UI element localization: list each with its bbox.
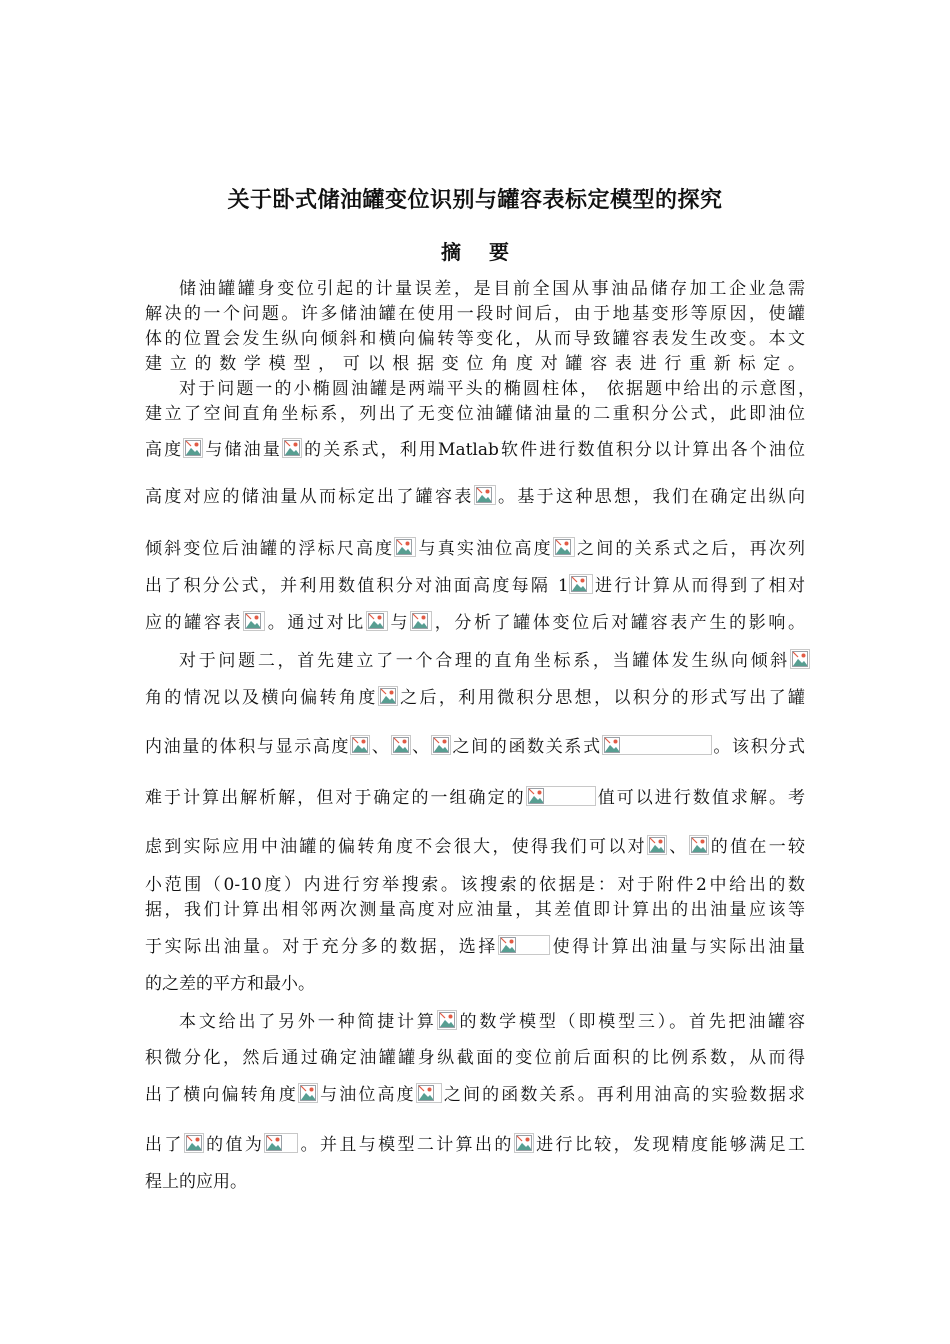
formula-image-placeholder (410, 611, 432, 631)
formula-image-placeholder (366, 611, 388, 631)
broken-image-icon (439, 1012, 455, 1028)
abstract-text-run: 进行计算从而得到了相对 (592, 576, 806, 596)
abstract-text-run: 积微分化，然后通过确定油罐罐身纵截面的变位前后面积的比例系数，从而得 (145, 1048, 805, 1068)
broken-image-icon (396, 539, 412, 555)
formula-image-placeholder (282, 438, 302, 458)
formula-image-placeholder (553, 537, 575, 557)
abstract-text-run: 出了积分公式，并利用数值积分对油面高度每隔 1 (145, 576, 569, 596)
broken-image-icon (300, 1085, 316, 1101)
formula-image-placeholder (569, 574, 593, 594)
formula-image-placeholder (474, 485, 496, 505)
formula-image-placeholder (437, 1010, 457, 1030)
abstract-line (145, 485, 805, 509)
abstract-text-run: 应的罐容表 (145, 613, 244, 633)
abstract-text-run: 、 (410, 737, 431, 757)
abstract-heading (0, 236, 950, 265)
abstract-text-run: 本文给出了另外一种简捷计算 (179, 1012, 437, 1032)
abstract-text-run: 。该积分式 (711, 737, 806, 757)
abstract-line (145, 537, 805, 561)
formula-image-placeholder (298, 1083, 318, 1103)
abstract-line (145, 438, 805, 462)
abstract-text-run: 之间的函数关系。再利用油高的实验数据求 (441, 1085, 806, 1105)
abstract-text-run: 小范围（0-10度）内进行穷举搜索。该搜索的依据是：对于附件2中给出的数 (145, 875, 805, 895)
abstract-line (145, 735, 805, 759)
abstract-text-run: 高度对应的储油量从而标定出了罐容表 (145, 487, 474, 507)
broken-image-icon (245, 613, 261, 629)
broken-image-icon (691, 837, 707, 853)
abstract-text-run: 的关系式，利用Matlab软件进行数值积分以计算出各个油位 (301, 440, 806, 460)
abstract-text-run: 与储油量 (203, 440, 282, 460)
formula-image-placeholder (602, 735, 712, 755)
abstract-text-run: 对于问题一的小椭圆油罐是两端平头的椭圆柱体， 依据题中给出的示意图， (179, 379, 815, 399)
abstract-text-run: 建立了空间直角坐标系，列出了无变位油罐储油量的二重积分公式，此即油位 (145, 404, 805, 424)
abstract-text-run: 的之差的平方和最小。 (145, 974, 315, 994)
abstract-text-run: 、 (666, 837, 689, 857)
broken-image-icon (500, 937, 516, 953)
abstract-text-run: 建立的数学模型，可以根据变位角度对罐容表进行重新标定。 (145, 354, 805, 374)
broken-image-icon (185, 440, 201, 456)
formula-image-placeholder (391, 735, 411, 755)
abstract-text-run: 程上的应用。 (145, 1172, 247, 1192)
abstract-text-run: 的数学模型（即模型三）。首先把油罐容 (456, 1012, 806, 1032)
abstract-line (145, 786, 805, 810)
formula-image-placeholder (378, 686, 398, 706)
abstract-line (145, 935, 805, 959)
abstract-text-run: 高度 (145, 440, 184, 460)
formula-image-placeholder (526, 786, 596, 806)
abstract-line (145, 686, 805, 710)
document-title: 关于卧式储油罐变位识别与罐容表标定模型的探究 (227, 188, 723, 213)
abstract-text-run: 储油罐罐身变位引起的计量误差，是目前全国从事油品储存加工企业急需 (179, 279, 805, 299)
abstract-text-run: 据，我们计算出相邻两次测量高度对应油量，其差值即计算出的出油量应该等 (145, 900, 805, 920)
formula-image-placeholder (264, 1133, 298, 1153)
broken-image-icon (528, 788, 544, 804)
abstract-line (145, 649, 810, 673)
formula-image-placeholder (394, 537, 416, 557)
broken-image-icon (284, 440, 300, 456)
abstract-line (145, 402, 805, 426)
formula-image-placeholder (790, 649, 810, 669)
formula-image-placeholder (498, 935, 550, 955)
abstract-line (145, 1010, 805, 1034)
abstract-line (145, 352, 805, 376)
broken-image-icon (186, 1135, 202, 1151)
broken-image-icon (604, 737, 620, 753)
abstract-text-run: 与油位高度 (317, 1085, 416, 1105)
abstract-text-run: 内油量的体积与显示高度 (145, 737, 351, 757)
broken-image-icon (412, 613, 428, 629)
abstract-heading-char: 摘 (441, 240, 461, 264)
abstract-text-run: 与 (387, 613, 411, 633)
formula-image-placeholder (183, 438, 203, 458)
abstract-text-run: 出了横向偏转角度 (145, 1085, 298, 1105)
abstract-text-run: 。通过对比 (265, 613, 366, 633)
abstract-text-run: 、 (370, 737, 391, 757)
broken-image-icon (352, 737, 368, 753)
abstract-text-run: 体的位置会发生纵向倾斜和横向偏转等变化，从而导致罐容表发生改变。本文 (145, 329, 805, 349)
abstract-line (145, 611, 805, 635)
abstract-line (145, 277, 805, 301)
broken-image-icon (266, 1135, 282, 1151)
abstract-text-run: ，分析了罐体变位后对罐容表产生的影响。 (432, 613, 805, 633)
broken-image-icon (792, 651, 808, 667)
abstract-text-run: 之间的关系式之后，再次列 (574, 539, 806, 559)
abstract-heading-char: 要 (489, 240, 509, 264)
abstract-text-run: 解决的一个问题。许多储油罐在使用一段时间后，由于地基变形等原因，使罐 (145, 304, 805, 324)
abstract-text-run: 的值为 (203, 1135, 265, 1155)
abstract-text-run: 与真实油位高度 (416, 539, 553, 559)
formula-image-placeholder (350, 735, 370, 755)
abstract-text-run: 对于问题二，首先建立了一个合理的直角坐标系，当罐体发生纵向倾斜 (179, 651, 790, 671)
broken-image-icon (516, 1135, 532, 1151)
broken-image-icon (380, 688, 396, 704)
formula-image-placeholder (243, 611, 265, 631)
broken-image-icon (418, 1085, 434, 1101)
abstract-line (145, 835, 805, 859)
abstract-text-run: 。基于这种思想，我们在确定出纵向 (495, 487, 806, 507)
abstract-text-run: 值可以进行数值求解。考 (595, 788, 806, 808)
abstract-line (145, 1046, 805, 1070)
abstract-text-run: 于实际出油量。对于充分多的数据，选择 (145, 937, 499, 957)
formula-image-placeholder (647, 835, 667, 855)
abstract-line (145, 1133, 805, 1157)
abstract-line (145, 898, 805, 922)
formula-image-placeholder (431, 735, 451, 755)
formula-image-placeholder (184, 1133, 204, 1153)
abstract-line (145, 873, 805, 897)
abstract-line (145, 327, 805, 351)
abstract-text-run: 之间的函数关系式 (450, 737, 602, 757)
abstract-line (145, 574, 805, 598)
broken-image-icon (368, 613, 384, 629)
abstract-line (145, 1083, 805, 1107)
broken-image-icon (393, 737, 409, 753)
abstract-line (145, 972, 315, 996)
formula-image-placeholder (416, 1083, 442, 1103)
abstract-text-run: 出了 (145, 1135, 184, 1155)
formula-image-placeholder (689, 835, 709, 855)
broken-image-icon (555, 539, 571, 555)
broken-image-icon (476, 487, 492, 503)
abstract-text-run: 。并且与模型二计算出的 (298, 1135, 514, 1155)
abstract-text-run: 倾斜变位后油罐的浮标尺高度 (145, 539, 395, 559)
abstract-line (145, 302, 805, 326)
abstract-text-run: 之后，利用微积分思想，以积分的形式写出了罐 (397, 688, 806, 708)
abstract-text-run: 角的情况以及横向偏转角度 (145, 688, 378, 708)
abstract-text-run: 的值在一较 (708, 837, 806, 857)
broken-image-icon (649, 837, 665, 853)
abstract-text-run: 难于计算出解析解，但对于确定的一组确定的 (145, 788, 526, 808)
broken-image-icon (433, 737, 449, 753)
broken-image-icon (571, 576, 587, 592)
abstract-text-run: 使得计算出油量与实际出油量 (550, 937, 806, 957)
formula-image-placeholder (514, 1133, 534, 1153)
abstract-text-run: 虑到实际应用中油罐的偏转角度不会很大，使得我们可以对 (145, 837, 647, 857)
abstract-line (145, 377, 815, 401)
abstract-line (145, 1170, 247, 1194)
abstract-text-run: 进行比较，发现精度能够满足工 (533, 1135, 805, 1155)
